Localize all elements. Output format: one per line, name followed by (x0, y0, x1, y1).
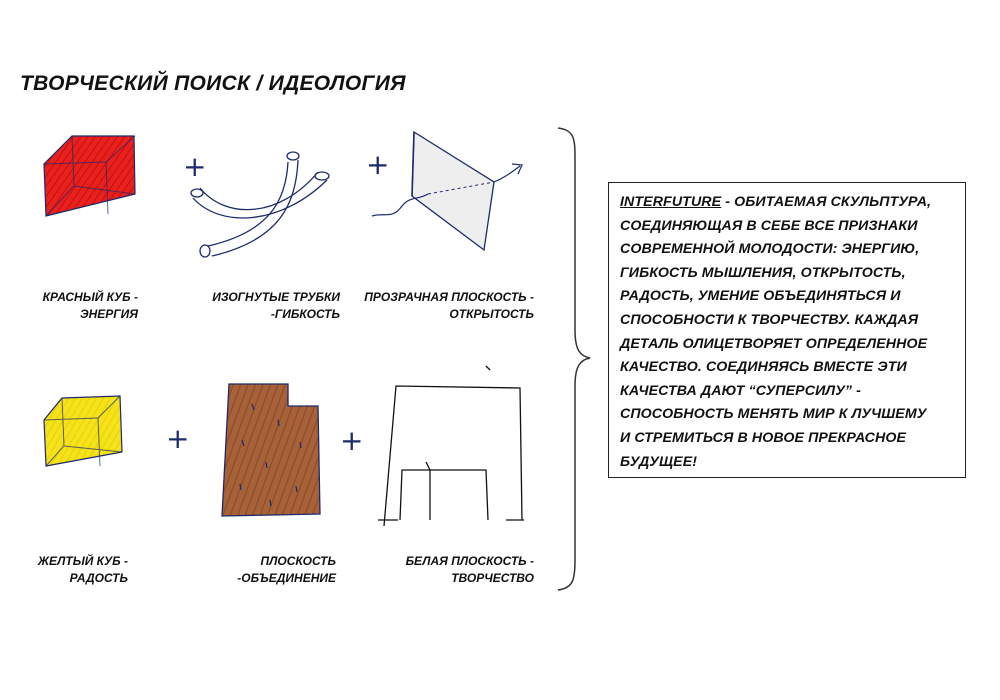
caption-brown-plane (200, 553, 336, 587)
description-box (608, 182, 966, 478)
caption-line: -ОБЪЕДИНЕНИЕ (237, 571, 336, 585)
caption-yellow-cube (20, 553, 128, 587)
caption-bent-tubes (180, 289, 340, 323)
description-line: СОВРЕМЕННОЙ МОЛОДОСТИ: ЭНЕРГИЮ, (620, 241, 920, 258)
transparent-plane-icon (372, 132, 522, 250)
plus-sign: + (166, 422, 190, 455)
caption-line: -ГИБКОСТЬ (270, 307, 340, 321)
yellow-cube-icon (44, 396, 122, 466)
caption-line: БЕЛАЯ ПЛОСКОСТЬ - (405, 554, 534, 568)
description-line: ГИБКОСТЬ МЫШЛЕНИЯ, ОТКРЫТОСТЬ, (620, 264, 906, 281)
description-line: И СТРЕМИТЬСЯ В НОВОЕ ПРЕКРАСНОЕ (620, 429, 907, 446)
caption-transparent-plane (344, 289, 534, 323)
brown-plane-icon (222, 384, 320, 516)
description-line: СПОСОБНОСТИ К ТВОРЧЕСТВУ. КАЖДАЯ (620, 311, 919, 328)
plus-sign: + (366, 148, 390, 181)
red-cube-icon (44, 136, 135, 216)
caption-line: ТВОРЧЕСТВО (451, 571, 534, 585)
caption-white-plane (370, 553, 534, 587)
plus-sign: + (183, 150, 207, 183)
plus-sign: + (340, 424, 364, 457)
curly-brace (558, 128, 590, 590)
brand-name: INTERFUTURE (620, 194, 722, 210)
caption-line: ИЗОГНУТЫЕ ТРУБКИ (212, 290, 340, 304)
caption-line: КРАСНЫЙ КУБ - (42, 290, 138, 304)
description-line: СОЕДИНЯЮЩАЯ В СЕБЕ ВСЕ ПРИЗНАКИ (620, 217, 918, 234)
page-title: ТВОРЧЕСКИЙ ПОИСК / ИДЕОЛОГИЯ (20, 72, 406, 95)
description-line: КАЧЕСТВА ДАЮТ “СУПЕРСИЛУ” - (620, 382, 861, 399)
description-line (620, 191, 957, 215)
description-line: СПОСОБНОСТЬ МЕНЯТЬ МИР К ЛУЧШЕМУ (620, 406, 927, 423)
white-plane-icon (378, 366, 524, 526)
caption-line: ЭНЕРГИЯ (79, 307, 138, 321)
caption-line: ОТКРЫТОСТЬ (449, 307, 534, 321)
caption-line: ПРОЗРАЧНАЯ ПЛОСКОСТЬ - (364, 290, 534, 304)
bent-tubes-icon (191, 152, 329, 257)
caption-line: РАДОСТЬ (69, 571, 128, 585)
description-text: - ОБИТАЕМАЯ СКУЛЬПТУРА, (721, 194, 932, 210)
description-line: РАДОСТЬ, УМЕНИЕ ОБЪЕДИНЯТЬСЯ И (620, 288, 901, 305)
caption-red-cube (20, 289, 138, 323)
caption-line: ПЛОСКОСТЬ (260, 554, 336, 568)
description-line: КАЧЕСТВО. СОЕДИНЯЯСЬ ВМЕСТЕ ЭТИ (620, 359, 907, 376)
caption-line: ЖЕЛТЫЙ КУБ - (37, 554, 128, 568)
description-line: ДЕТАЛЬ ОЛИЦЕТВОРЯЕТ ОПРЕДЕЛЕННОЕ (620, 335, 928, 352)
description-line: БУДУЩЕЕ! (620, 453, 698, 470)
